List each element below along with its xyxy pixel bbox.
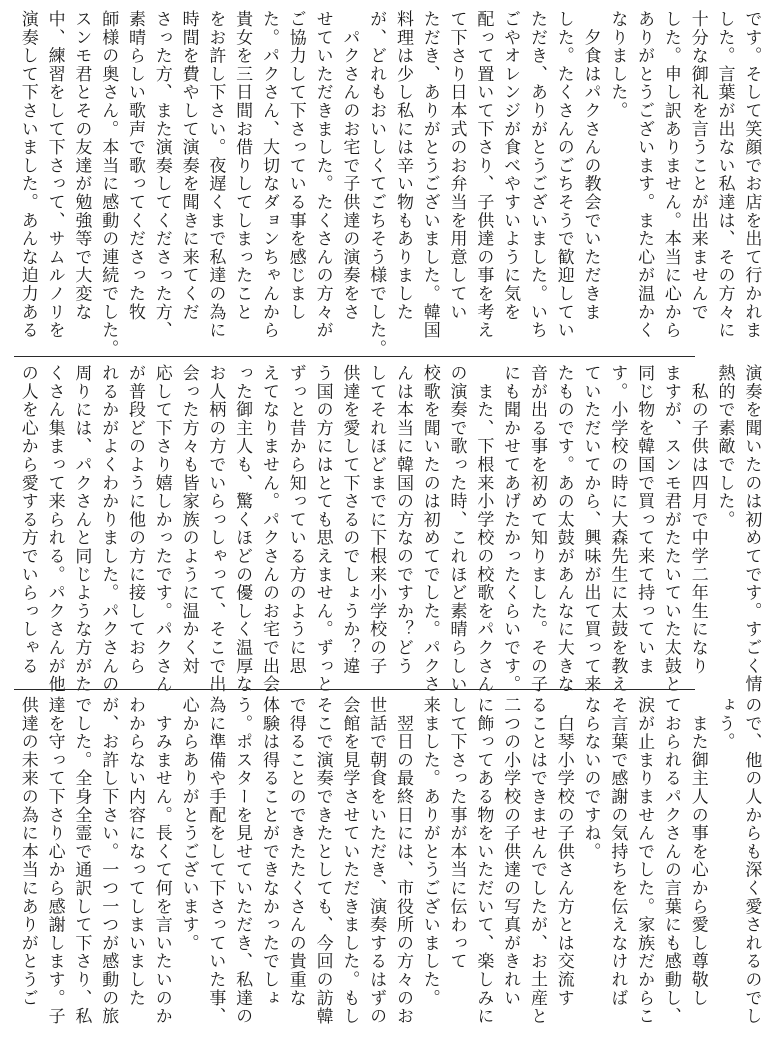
text-line: ごやオレンジが食べやすいように気を — [500, 10, 521, 322]
text-line: った御主人も、驚くほどの優しく温厚な — [232, 364, 253, 694]
text-line: した。たくさんのごちそうで歓迎してい — [553, 10, 574, 340]
text-line: て下さり日本式のお弁当を用意してい — [446, 10, 467, 322]
text-line: んは本当に韓国の方なのですか？どう — [392, 364, 413, 676]
text-line: でした。全身全霊で通訳して下さり、私 — [71, 696, 92, 1026]
text-line: 師様の奥さん。本当に感動の連続でした。 — [98, 10, 119, 358]
text-line: ご協力して下さっている事を感じまし — [285, 10, 306, 322]
text-line: す。小学校の時に大森先生に太鼓を教え — [607, 364, 628, 694]
text-line: 配って置いて下さり、子供達の事を考え — [473, 10, 494, 340]
letter-section-3 — [14, 696, 762, 1032]
text-line: にも聞かせてあげたかったくらいです。 — [500, 364, 521, 694]
text-line: ただき、ありがとうございました。いち — [526, 10, 547, 340]
text-line: 体験は得ることができなかったでしょ — [258, 696, 279, 1008]
text-line: 料理は少し私には辛い物もありました — [392, 10, 413, 322]
text-line: 白琴小学校の子供さん方とは交流す — [553, 696, 574, 1008]
letter-section-1 — [14, 10, 762, 358]
text-line: お人柄の方でいらっしゃって、そこで出 — [205, 364, 226, 694]
text-line: う。ポスターを見せていただき、私達の — [232, 696, 253, 1026]
text-line: 熱的で素敵でした。 — [714, 364, 735, 529]
text-line: が、どれもおいしくてごちそう様でした。 — [366, 10, 387, 358]
text-line: ることはできませんでしたが、お土産と — [526, 696, 547, 1026]
text-line: ますが、スンモ君がたたいていた太鼓と — [660, 364, 681, 694]
text-line: 周りには、パクさんと同じような方がた — [71, 364, 92, 694]
text-line: した。申し訳ありません。本当に心から — [660, 10, 681, 340]
text-line: に飾ってある物をいただいて、楽しみに — [473, 696, 494, 1026]
text-line: 会った方々も皆家族のように温かく対 — [178, 364, 199, 676]
text-line: 為に準備や手配をして下さっていた事、 — [205, 696, 226, 1026]
text-line: ただき、ありがとうございました。韓国 — [419, 10, 440, 340]
text-line: 音が出る事を初めて知りました。その子 — [526, 364, 547, 694]
text-line: すみません。長くて何を言いたいのか — [151, 696, 172, 1026]
text-line: です。そして笑顔でお店を出て行かれま — [741, 10, 762, 340]
text-line: ょう。 — [714, 696, 735, 751]
text-line: 翌日の最終日には、市役所の方々のお — [392, 696, 413, 1026]
text-line: して下さった事が本当に伝わって — [446, 696, 467, 971]
text-line: また、下根来小学校の校歌をパクさん — [473, 364, 494, 694]
text-line: なりました。 — [607, 10, 628, 120]
text-line: 演奏を聞いたのは初めてです。すごく情 — [741, 364, 762, 694]
text-line: 貴女を三日間お借りしてしまったこと — [232, 10, 253, 322]
text-line: の演奏で歌った時、これほど素晴らしい — [446, 364, 467, 694]
text-line: ていただいてから、興味が出て買って来 — [580, 364, 601, 694]
text-line: 来ました。ありがとうございました。 — [419, 696, 440, 1008]
text-line: 十分な御礼を言うことが出来ませんで — [687, 10, 708, 322]
text-line: 世話で朝食をいただき、演奏するはずの — [366, 696, 387, 1026]
text-line: 達を守って下さり心から感謝します。子 — [44, 696, 65, 1026]
text-line: ておられるパクさんの言葉にも感動し、 — [660, 696, 681, 1026]
text-line: パクさんのお宅で子供達の演奏をさ — [339, 10, 360, 322]
text-line: ので、他の人からも深く愛されるのでし — [741, 696, 762, 1026]
text-line: が普段どのように他の方に接しておら — [124, 364, 145, 676]
text-line: ならないのですね。 — [580, 696, 601, 861]
text-line: 私の子供は四月で中学二年生になり — [687, 364, 708, 676]
text-line: 演奏して下さいました。あんな迫力ある — [17, 10, 38, 340]
text-line: さった方、また演奏してくださった方、 — [151, 10, 172, 340]
text-line: スンモ君とその友達が勉強等で大変な — [71, 10, 92, 322]
section-divider — [14, 689, 695, 690]
text-line: そこで演奏できたとしても、今回の訪韓 — [312, 696, 333, 1026]
text-line: そ言葉で感謝の気持ちを伝えなければ — [607, 696, 628, 1008]
text-line: 供達の未来の為に本当にありがとうご — [17, 696, 38, 1008]
text-line: れるかがよくわかりました。パクさんの — [98, 364, 119, 694]
text-line: ずっと昔から知っている方のように思 — [285, 364, 306, 676]
text-line: の人を心から愛する方でいらっしゃる — [17, 364, 38, 676]
text-line: また御主人の事を心から愛し尊敬し — [687, 696, 708, 1008]
vertical-text-block — [14, 10, 764, 358]
text-line: 心からありがとうございます。 — [178, 696, 199, 953]
text-line: が、お許し下さい。一つ一つが感動の旅 — [98, 696, 119, 1026]
text-line: 中、練習をして下さって、サムルノリを — [44, 10, 65, 340]
text-line: う国の方にはとても思えません。ずっと — [312, 364, 333, 694]
text-line: 会館を見学させていただきました。もし — [339, 696, 360, 1026]
vertical-text-block — [14, 364, 764, 694]
text-line: 夕食はパクさんの教会でいただきま — [580, 10, 601, 322]
section-divider — [14, 356, 695, 357]
text-line: ありがとうございます。また心が温かく — [634, 10, 655, 340]
text-line: えてなりません。パクさんのお宅で出会 — [258, 364, 279, 694]
letter-section-2 — [14, 364, 762, 694]
text-line: 素晴らしい歌声で歌ってくださった牧 — [124, 10, 145, 322]
text-line: 応して下さり嬉しかったです。パクさん — [151, 364, 172, 694]
vertical-text-block — [14, 696, 764, 1032]
text-line: した。言葉が出ない私達は、その方々に — [714, 10, 735, 340]
text-line: たものです。あの太鼓があんなに大きな — [553, 364, 574, 694]
text-line: 同じ物を韓国で買って来て持っていま — [634, 364, 655, 676]
text-line: わからない内容になってしまいました — [124, 696, 145, 1008]
text-line: をお許し下さい。夜遅くまで私達の為に — [205, 10, 226, 340]
text-line: た。パクさん、大切なダョンちゃんから — [258, 10, 279, 340]
text-line: してそれほどまでに下根来小学校の子 — [366, 364, 387, 676]
text-line: くさん集まって来られる。パクさんが他 — [44, 364, 65, 694]
text-line: せていただきました。たくさんの方々が — [312, 10, 333, 340]
text-line: で得ることのできたたくさんの貴重な — [285, 696, 306, 1008]
text-line: 供達を愛して下さるのでしょうか？違 — [339, 364, 360, 676]
text-line: 涙が止まりませんでした。家族だからこ — [634, 696, 655, 1026]
text-line: 時間を費やして演奏を聞きに来てくだ — [178, 10, 199, 322]
text-line: 二つの小学校の子供達の写真がきれい — [500, 696, 521, 1008]
text-line: 校歌を聞いたのは初めてでした。パクさ — [419, 364, 440, 694]
